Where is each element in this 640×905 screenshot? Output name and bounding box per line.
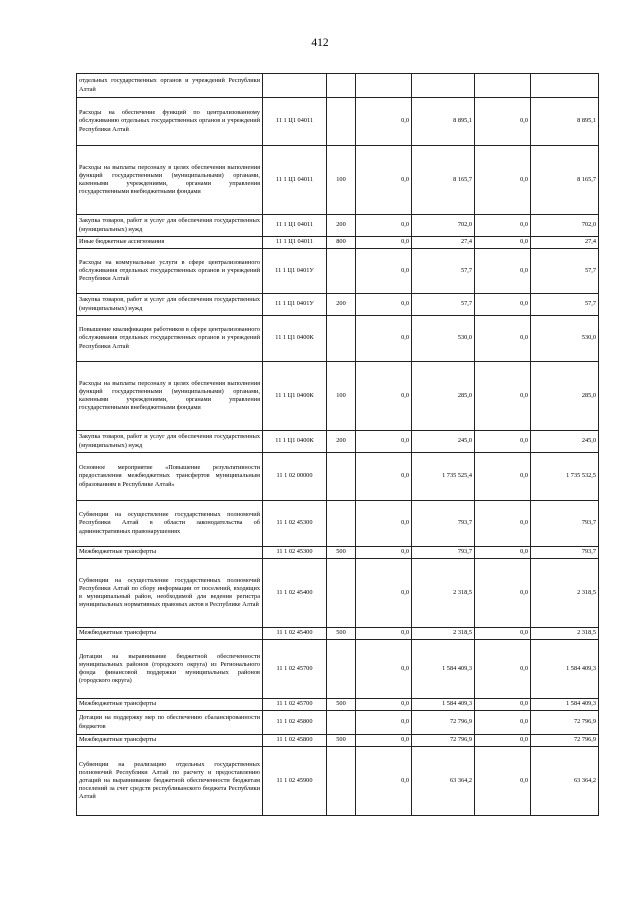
table-row xyxy=(77,98,599,146)
row-expense-type: 500 xyxy=(327,547,356,559)
row-value-2: 2 318,5 xyxy=(412,628,475,640)
row-value-3: 0,0 xyxy=(475,249,531,294)
row-value-3: 0,0 xyxy=(475,362,531,431)
row-expense-type: 100 xyxy=(327,146,356,215)
table-row xyxy=(77,628,599,640)
table-row xyxy=(77,215,599,237)
row-value-2: 702,0 xyxy=(412,215,475,237)
row-expense-type xyxy=(327,747,356,816)
page-number: 412 xyxy=(311,37,329,49)
row-value-4: 8 165,7 xyxy=(531,146,599,215)
row-value-4: 57,7 xyxy=(531,249,599,294)
row-name: Субвенции на реализацию отдельных государственных полномочий Республики Алтай по расчету и предоставлению дотаций на выравнивание бюджетной обеспеченности бюджетам поселений за счет средств республиканского бюджета Республики Алтай xyxy=(77,747,263,816)
row-name: Субвенции на осуществление государственных полномочий Республики Алтай по сбору информации от поселений, входящих в муниципальный район, необходимой для ведения регистра муниципальных нормативных правовых актов в Республике Алтай xyxy=(77,559,263,628)
budget-table-body xyxy=(77,74,599,816)
row-name: Субвенции на осуществление государственных полномочий Республики Алтай в области законодательства об административных правонарушениях xyxy=(77,501,263,547)
row-value-1: 0,0 xyxy=(356,735,412,747)
table-row xyxy=(77,294,599,316)
row-name: Иные бюджетные ассигнования xyxy=(77,237,263,249)
budget-table xyxy=(76,73,599,816)
row-code: 11 1 02 45700 xyxy=(263,640,327,699)
row-expense-type: 200 xyxy=(327,431,356,453)
row-value-2: 57,7 xyxy=(412,294,475,316)
row-value-4: 793,7 xyxy=(531,501,599,547)
row-expense-type: 500 xyxy=(327,735,356,747)
row-value-1: 0,0 xyxy=(356,431,412,453)
row-value-3: 0,0 xyxy=(475,453,531,501)
row-expense-type: 500 xyxy=(327,699,356,711)
table-row xyxy=(77,431,599,453)
row-value-4: 2 318,5 xyxy=(531,559,599,628)
row-value-1: 0,0 xyxy=(356,215,412,237)
row-expense-type xyxy=(327,74,356,98)
row-value-1: 0,0 xyxy=(356,711,412,735)
row-value-4: 63 364,2 xyxy=(531,747,599,816)
table-row xyxy=(77,453,599,501)
row-code: 11 1 Ц1 04011 xyxy=(263,237,327,249)
row-code: 11 1 Ц1 0400К xyxy=(263,362,327,431)
row-name: Расходы на обеспечение функций по централизованному обслуживанию отдельных государственных органов и учреждений Республики Алтай xyxy=(77,98,263,146)
row-value-1: 0,0 xyxy=(356,316,412,362)
row-value-3 xyxy=(475,74,531,98)
row-value-4: 1 735 532,5 xyxy=(531,453,599,501)
row-expense-type: 100 xyxy=(327,362,356,431)
row-value-4: 72 796,9 xyxy=(531,711,599,735)
table-row xyxy=(77,747,599,816)
row-value-4: 72 796,9 xyxy=(531,735,599,747)
table-row xyxy=(77,249,599,294)
row-name: Расходы на выплаты персоналу в целях обеспечения выполнения функций государственными (муниципальными) органами, казенными учреждениями, органами управления государственными внебюджетными фондами xyxy=(77,146,263,215)
row-value-1: 0,0 xyxy=(356,249,412,294)
row-code: 11 1 02 45700 xyxy=(263,699,327,711)
row-name: Дотации на поддержку мер по обеспечению сбалансированности бюджетов xyxy=(77,711,263,735)
row-code: 11 1 Ц1 04011 xyxy=(263,146,327,215)
row-value-3: 0,0 xyxy=(475,640,531,699)
row-value-4: 1 584 409,3 xyxy=(531,699,599,711)
table-row xyxy=(77,547,599,559)
row-value-1: 0,0 xyxy=(356,453,412,501)
row-value-2: 8 165,7 xyxy=(412,146,475,215)
table-row xyxy=(77,735,599,747)
row-value-2: 285,0 xyxy=(412,362,475,431)
row-value-1: 0,0 xyxy=(356,294,412,316)
row-code: 11 1 Ц1 04011 xyxy=(263,215,327,237)
row-value-3: 0,0 xyxy=(475,735,531,747)
row-value-1: 0,0 xyxy=(356,237,412,249)
row-code: 11 1 02 45300 xyxy=(263,547,327,559)
row-value-1: 0,0 xyxy=(356,146,412,215)
row-value-1: 0,0 xyxy=(356,747,412,816)
row-value-2: 1 584 409,3 xyxy=(412,699,475,711)
row-value-2: 793,7 xyxy=(412,547,475,559)
row-name: Повышение квалификации работников в сфере централизованного обслуживания отдельных государственных органов и учреждений Республики Алтай xyxy=(77,316,263,362)
row-expense-type xyxy=(327,640,356,699)
table-row xyxy=(77,316,599,362)
row-name: Межбюджетные трансферты xyxy=(77,735,263,747)
row-name: Расходы на выплаты персоналу в целях обеспечения выполнения функций государственными (муниципальными) органами, казенными учреждениями, органами управления государственными внебюджетными фондами xyxy=(77,362,263,431)
row-code: 11 1 Ц1 0400К xyxy=(263,316,327,362)
row-value-3: 0,0 xyxy=(475,98,531,146)
table-row xyxy=(77,362,599,431)
row-value-2: 793,7 xyxy=(412,501,475,547)
row-name: отдельных государственных органов и учреждений Республики Алтай xyxy=(77,74,263,98)
row-code: 11 1 Ц1 0401У xyxy=(263,249,327,294)
row-code: 11 1 Ц1 0401У xyxy=(263,294,327,316)
row-code: 11 1 02 45900 xyxy=(263,747,327,816)
row-value-2: 1 735 525,4 xyxy=(412,453,475,501)
row-code: 11 1 02 45400 xyxy=(263,628,327,640)
row-value-2: 63 364,2 xyxy=(412,747,475,816)
row-value-4: 702,0 xyxy=(531,215,599,237)
row-value-1: 0,0 xyxy=(356,547,412,559)
row-value-3: 0,0 xyxy=(475,547,531,559)
row-value-2: 27,4 xyxy=(412,237,475,249)
row-value-2: 72 796,9 xyxy=(412,711,475,735)
table-row xyxy=(77,640,599,699)
row-value-2: 530,0 xyxy=(412,316,475,362)
row-name: Межбюджетные трансферты xyxy=(77,547,263,559)
row-name: Межбюджетные трансферты xyxy=(77,628,263,640)
row-code: 11 1 02 45300 xyxy=(263,501,327,547)
row-value-4: 1 584 409,3 xyxy=(531,640,599,699)
table-row xyxy=(77,699,599,711)
row-code: 11 1 02 00000 xyxy=(263,453,327,501)
row-expense-type: 200 xyxy=(327,215,356,237)
row-name: Расходы на коммунальные услуги в сфере централизованного обслуживания отдельных государственных органов и учреждений Республики Алтай xyxy=(77,249,263,294)
row-code: 11 1 Ц1 0400К xyxy=(263,431,327,453)
row-value-2: 1 584 409,3 xyxy=(412,640,475,699)
row-value-2: 57,7 xyxy=(412,249,475,294)
row-expense-type xyxy=(327,501,356,547)
row-value-2: 72 796,9 xyxy=(412,735,475,747)
row-value-4: 793,7 xyxy=(531,547,599,559)
row-code: 11 1 02 45400 xyxy=(263,559,327,628)
row-value-3: 0,0 xyxy=(475,699,531,711)
row-code xyxy=(263,74,327,98)
table-row xyxy=(77,559,599,628)
row-code: 11 1 Ц1 04011 xyxy=(263,98,327,146)
table-row xyxy=(77,237,599,249)
row-expense-type: 800 xyxy=(327,237,356,249)
row-value-3: 0,0 xyxy=(475,501,531,547)
row-value-3: 0,0 xyxy=(475,294,531,316)
row-value-3: 0,0 xyxy=(475,711,531,735)
row-code: 11 1 02 45800 xyxy=(263,711,327,735)
row-value-4: 2 318,5 xyxy=(531,628,599,640)
row-name: Закупка товаров, работ и услуг для обеспечения государственных (муниципальных) нужд xyxy=(77,431,263,453)
row-expense-type: 500 xyxy=(327,628,356,640)
row-name: Основное мероприятие «Повышение результативности предоставления межбюджетных трансфертов муниципальным образованиям в Республике Алтай» xyxy=(77,453,263,501)
row-value-2: 2 318,5 xyxy=(412,559,475,628)
table-row xyxy=(77,146,599,215)
row-value-3: 0,0 xyxy=(475,628,531,640)
row-value-1: 0,0 xyxy=(356,699,412,711)
table-row xyxy=(77,74,599,98)
row-expense-type xyxy=(327,249,356,294)
row-value-4: 27,4 xyxy=(531,237,599,249)
row-expense-type xyxy=(327,559,356,628)
row-expense-type: 200 xyxy=(327,294,356,316)
row-value-1: 0,0 xyxy=(356,640,412,699)
row-value-4: 530,0 xyxy=(531,316,599,362)
row-value-1: 0,0 xyxy=(356,501,412,547)
row-name: Закупка товаров, работ и услуг для обеспечения государственных (муниципальных) нужд xyxy=(77,294,263,316)
row-value-3: 0,0 xyxy=(475,431,531,453)
row-value-4 xyxy=(531,74,599,98)
row-value-2: 8 895,1 xyxy=(412,98,475,146)
row-value-4: 245,0 xyxy=(531,431,599,453)
row-name: Закупка товаров, работ и услуг для обеспечения государственных (муниципальных) нужд xyxy=(77,215,263,237)
row-expense-type xyxy=(327,316,356,362)
row-value-3: 0,0 xyxy=(475,215,531,237)
row-value-3: 0,0 xyxy=(475,237,531,249)
row-value-1: 0,0 xyxy=(356,559,412,628)
row-expense-type xyxy=(327,453,356,501)
row-name: Межбюджетные трансферты xyxy=(77,699,263,711)
table-row xyxy=(77,501,599,547)
row-value-4: 8 895,1 xyxy=(531,98,599,146)
row-value-4: 285,0 xyxy=(531,362,599,431)
row-value-2: 245,0 xyxy=(412,431,475,453)
row-value-1: 0,0 xyxy=(356,362,412,431)
row-value-1: 0,0 xyxy=(356,98,412,146)
row-value-2 xyxy=(412,74,475,98)
row-expense-type xyxy=(327,711,356,735)
row-value-3: 0,0 xyxy=(475,747,531,816)
row-value-1: 0,0 xyxy=(356,628,412,640)
row-value-3: 0,0 xyxy=(475,316,531,362)
row-value-3: 0,0 xyxy=(475,559,531,628)
row-value-1 xyxy=(356,74,412,98)
table-row xyxy=(77,711,599,735)
row-value-4: 57,7 xyxy=(531,294,599,316)
row-name: Дотации на выравнивание бюджетной обеспеченности муниципальных районов (городского округа) из Регионального фонда финансовой поддержки муниципальных районов (городского округа) xyxy=(77,640,263,699)
row-code: 11 1 02 45800 xyxy=(263,735,327,747)
row-value-3: 0,0 xyxy=(475,146,531,215)
row-expense-type xyxy=(327,98,356,146)
